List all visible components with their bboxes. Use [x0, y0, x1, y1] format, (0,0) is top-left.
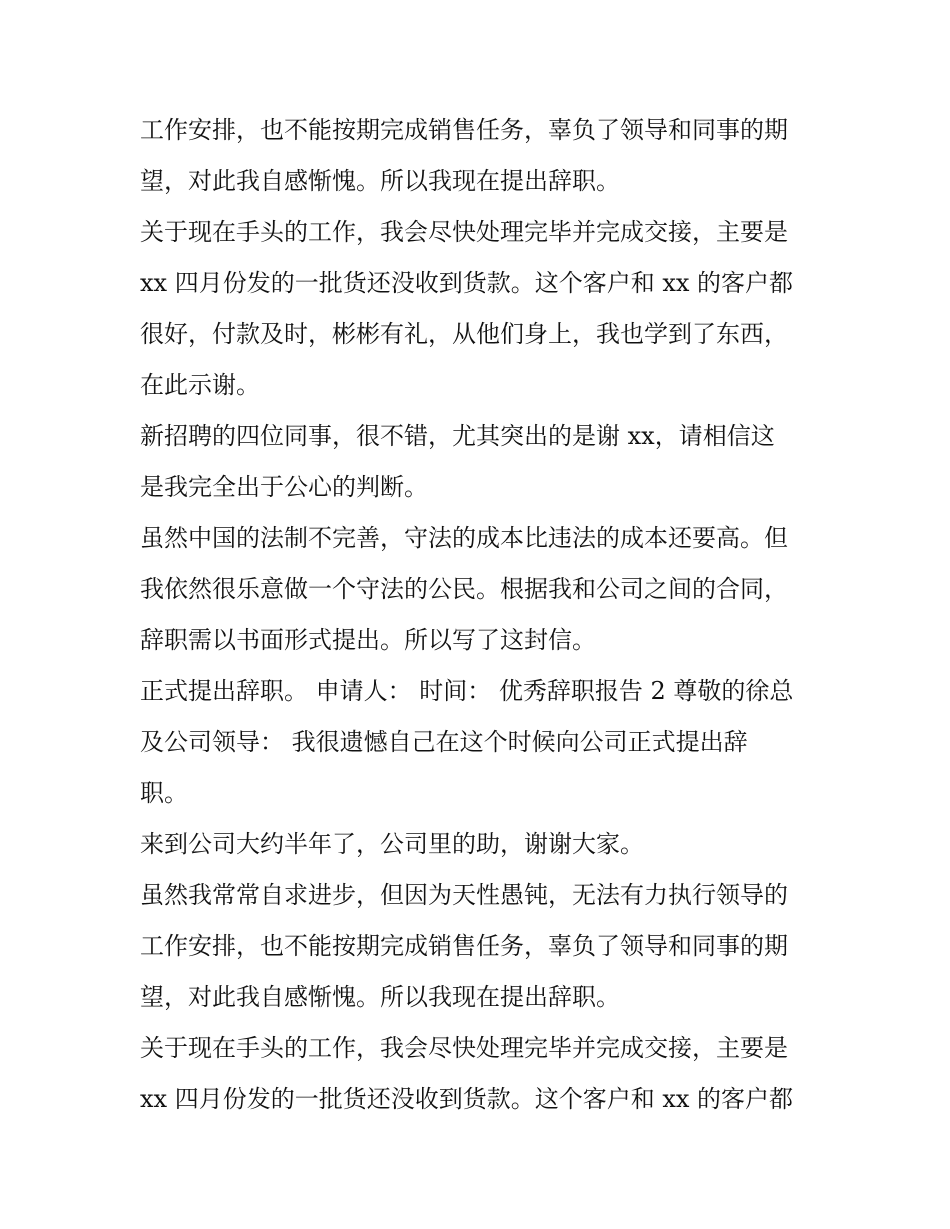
- text-line: 虽然中国的法制不完善，守法的成本比违法的成本还要高。但: [140, 524, 788, 552]
- text-line: 工作安排，也不能按期完成销售任务，辜负了领导和同事的期: [140, 116, 788, 144]
- text-line: xx 四月份发的一批货还没收到货款。这个客户和 xx 的客户都: [140, 269, 794, 297]
- text-line: 工作安排，也不能按期完成销售任务，辜负了领导和同事的期: [140, 932, 788, 960]
- document-body: [140, 105, 820, 1125]
- text-line: 辞职需以书面形式提出。所以写了这封信。: [140, 626, 596, 654]
- text-line: 在此示谢。: [140, 371, 260, 399]
- text-line: 来到公司大约半年了，公司里的助，谢谢大家。: [140, 830, 644, 858]
- text-line: xx 四月份发的一批货还没收到货款。这个客户和 xx 的客户都: [140, 1085, 794, 1113]
- text-line: 职。: [140, 779, 188, 807]
- text-line: 及公司领导： 我很遗憾自己在这个时候向公司正式提出辞: [140, 728, 748, 756]
- text-line: 望，对此我自感惭愧。所以我现在提出辞职。: [140, 167, 620, 195]
- text-line: 正式提出辞职。 申请人： 时间： 优秀辞职报告 2 尊敬的徐总: [140, 677, 794, 705]
- text-line: 关于现在手头的工作，我会尽快处理完毕并完成交接，主要是: [140, 1034, 788, 1062]
- text-line: 很好，付款及时，彬彬有礼，从他们身上，我也学到了东西，: [140, 320, 788, 348]
- text-line: 望，对此我自感惭愧。所以我现在提出辞职。: [140, 983, 620, 1011]
- text-line: 新招聘的四位同事，很不错，尤其突出的是谢 xx，请相信这: [140, 422, 775, 450]
- text-line: 关于现在手头的工作，我会尽快处理完毕并完成交接，主要是: [140, 218, 788, 246]
- text-line: 我依然很乐意做一个守法的公民。根据我和公司之间的合同，: [140, 575, 788, 603]
- text-line: 是我完全出于公心的判断。: [140, 473, 428, 501]
- text-line: 虽然我常常自求进步，但因为天性愚钝，无法有力执行领导的: [140, 881, 788, 909]
